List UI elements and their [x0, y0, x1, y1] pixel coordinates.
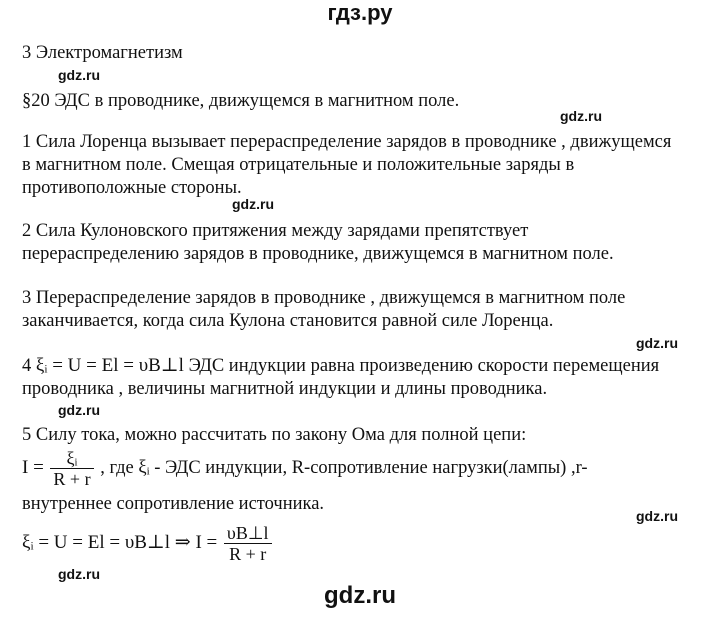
item-1-line: 1 Сила Лоренца вызывает перераспределение зарядов в проводнике , движущемся [22, 132, 672, 152]
chapter-title: 3 Электромагнетизм [22, 43, 183, 63]
ohm-formula-lhs: I = [22, 457, 44, 478]
item-5-line2-text: , где ξᵢ - ЭДС индукции, R-сопротивление нагрузки(лампы) ,r- [95, 458, 588, 478]
item-2-line: перераспределению зарядов в проводнике, движущемся в магнитном поле. [22, 244, 614, 264]
item-3-line: заканчивается, когда сила Кулона становится равной силе Лоренца. [22, 311, 554, 331]
final-formula-lhs: ξᵢ = U = El = υB⊥l ⇒ I = [22, 532, 218, 553]
final-numerator: υB⊥l [226, 523, 269, 544]
item-4-text: ЭДС индукции равна произведению скорости перемещения [183, 356, 660, 376]
ohm-numerator: ξᵢ [66, 448, 78, 469]
watermark-small: gdz.ru [58, 566, 100, 582]
item-5-line3: внутреннее сопротивление источника. [22, 494, 325, 514]
watermark-small: gdz.ru [58, 402, 100, 418]
emf-formula: ξᵢ = U = El = υB⊥l [35, 355, 184, 376]
final-denominator: R + r [224, 543, 272, 564]
item-3-line: 3 Перераспределение зарядов в проводнике , движущемся в магнитном поле [22, 288, 626, 308]
item-1-line: в магнитном поле. Смещая отрицательные и положительные заряды в [22, 155, 575, 175]
watermark-bottom: gdz.ru [324, 582, 396, 609]
final-formula [22, 518, 274, 568]
ohm-fraction [50, 448, 93, 489]
watermark-small: gdz.ru [636, 335, 678, 351]
watermark-top: гдз.ру [327, 0, 393, 25]
watermark-small: gdz.ru [58, 67, 100, 83]
item-5-line2 [22, 446, 588, 490]
item-5-line1: 5 Силу тока, можно рассчитать по закону Ома для полной цепи: [22, 425, 527, 445]
watermark-small: gdz.ru [232, 196, 274, 212]
item-1-line: противоположные стороны. [22, 178, 242, 198]
watermark-small: gdz.ru [560, 108, 602, 124]
item-4-number: 4 [22, 356, 32, 376]
ohm-denominator: R + r [50, 468, 93, 489]
item-2-line: 2 Сила Кулоновского притяжения между зарядами препятствует [22, 221, 529, 241]
watermark-small: gdz.ru [636, 508, 678, 524]
item-4-line1 [22, 354, 659, 378]
item-4-line2: проводника , величины магнитной индукции и длины проводника. [22, 379, 548, 399]
final-fraction [224, 523, 272, 564]
section-title: §20 ЭДС в проводнике, движущемся в магнитном поле. [22, 91, 460, 111]
